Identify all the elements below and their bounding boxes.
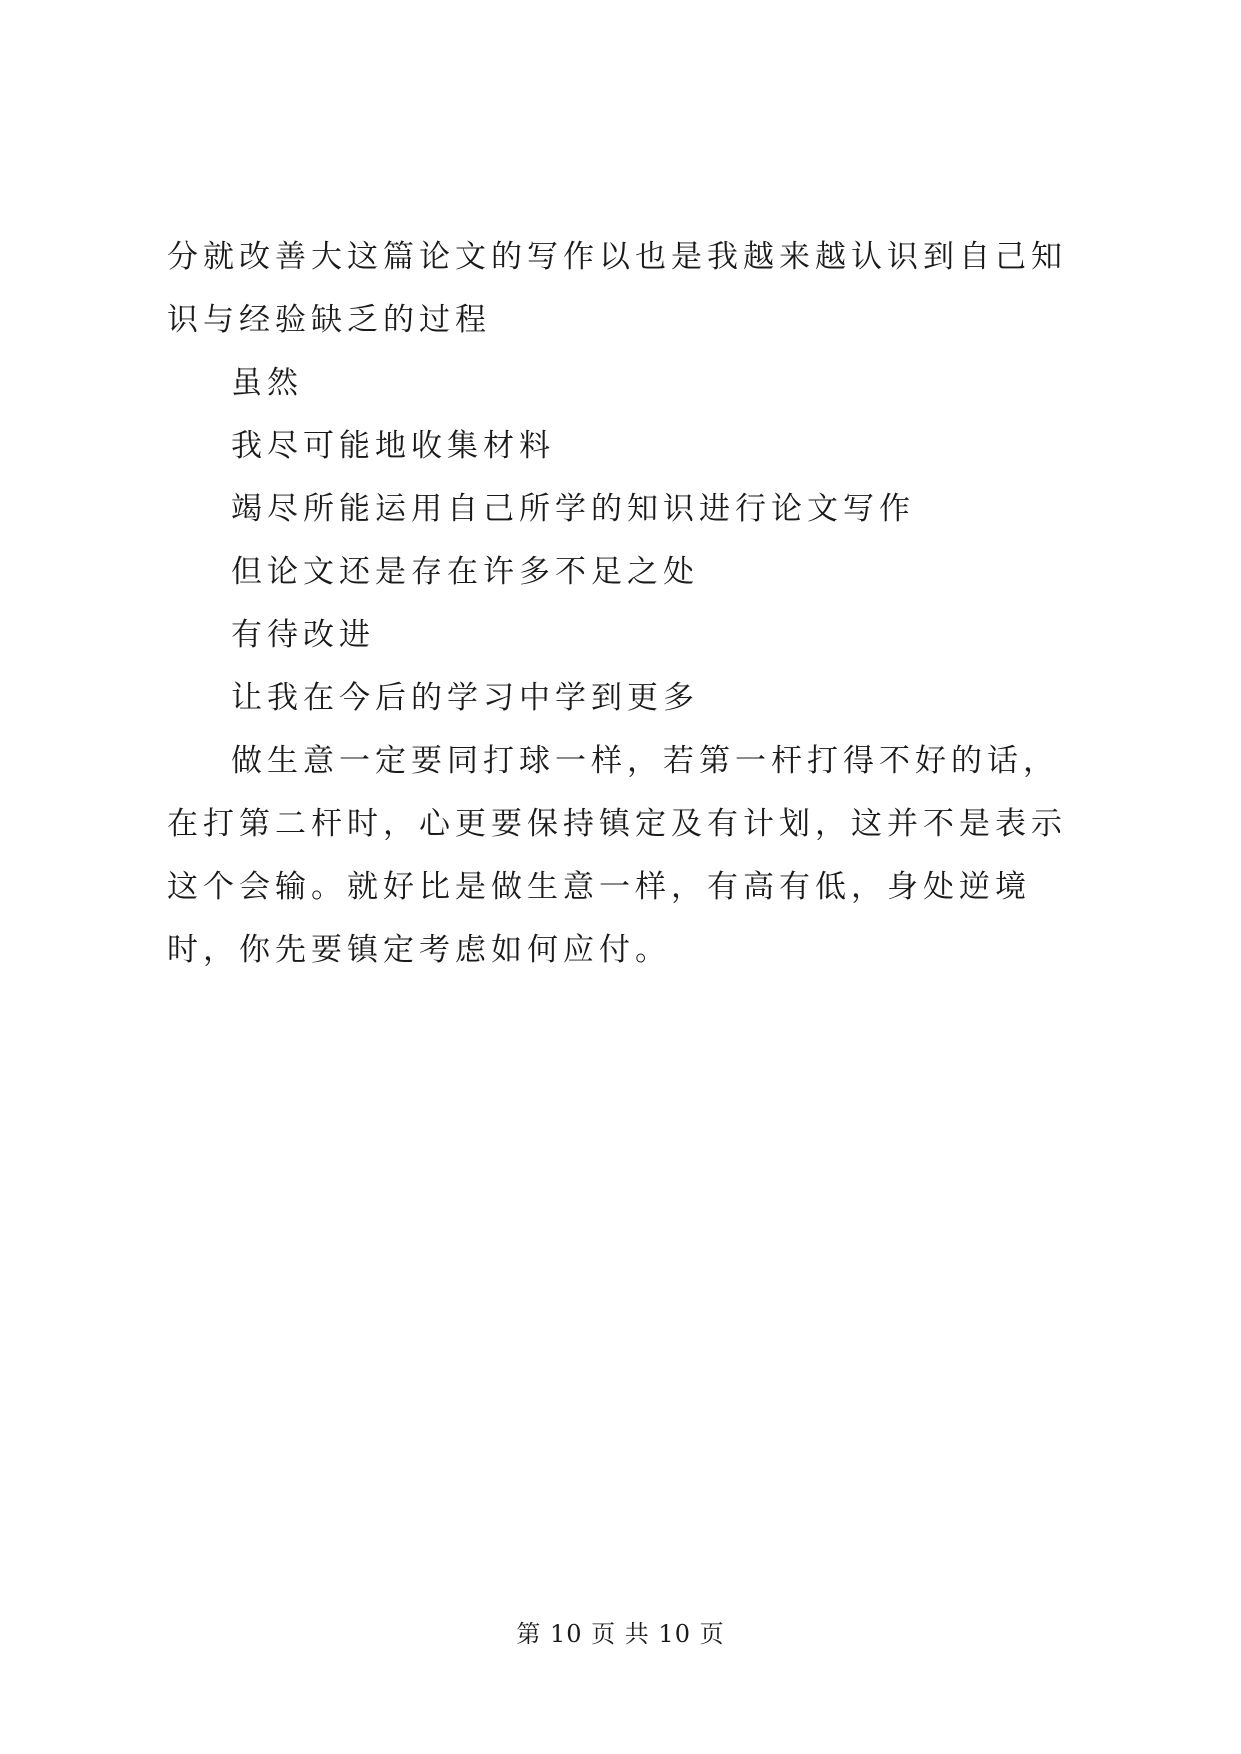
- paragraph: 让我在今后的学习中学到更多: [231, 680, 699, 716]
- page-number-footer: 第 10 页 共 10 页: [516, 1620, 725, 1648]
- paragraph: 但论文还是存在许多不足之处: [231, 554, 699, 590]
- paragraph-continuation: 分就改善大这篇论文的写作以也是我越来越认识到自己知识与经验缺乏的过程: [167, 239, 1067, 338]
- paragraph: 我尽可能地收集材料: [231, 428, 555, 464]
- paragraph: 有待改进: [231, 617, 375, 653]
- paragraph: 虽然: [231, 365, 303, 401]
- paragraph: 做生意一定要同打球一样，若第一杆打得不好的话，在打第二杆时，心更要保持镇定及有计划，这并不是表示这个会输。就好比是做生意一样，有高有低，身处逆境时，你先要镇定考虑如何应付。: [167, 743, 1067, 968]
- document-body: [167, 226, 1087, 982]
- paragraph: 竭尽所能运用自己所学的知识进行论文写作: [231, 491, 915, 527]
